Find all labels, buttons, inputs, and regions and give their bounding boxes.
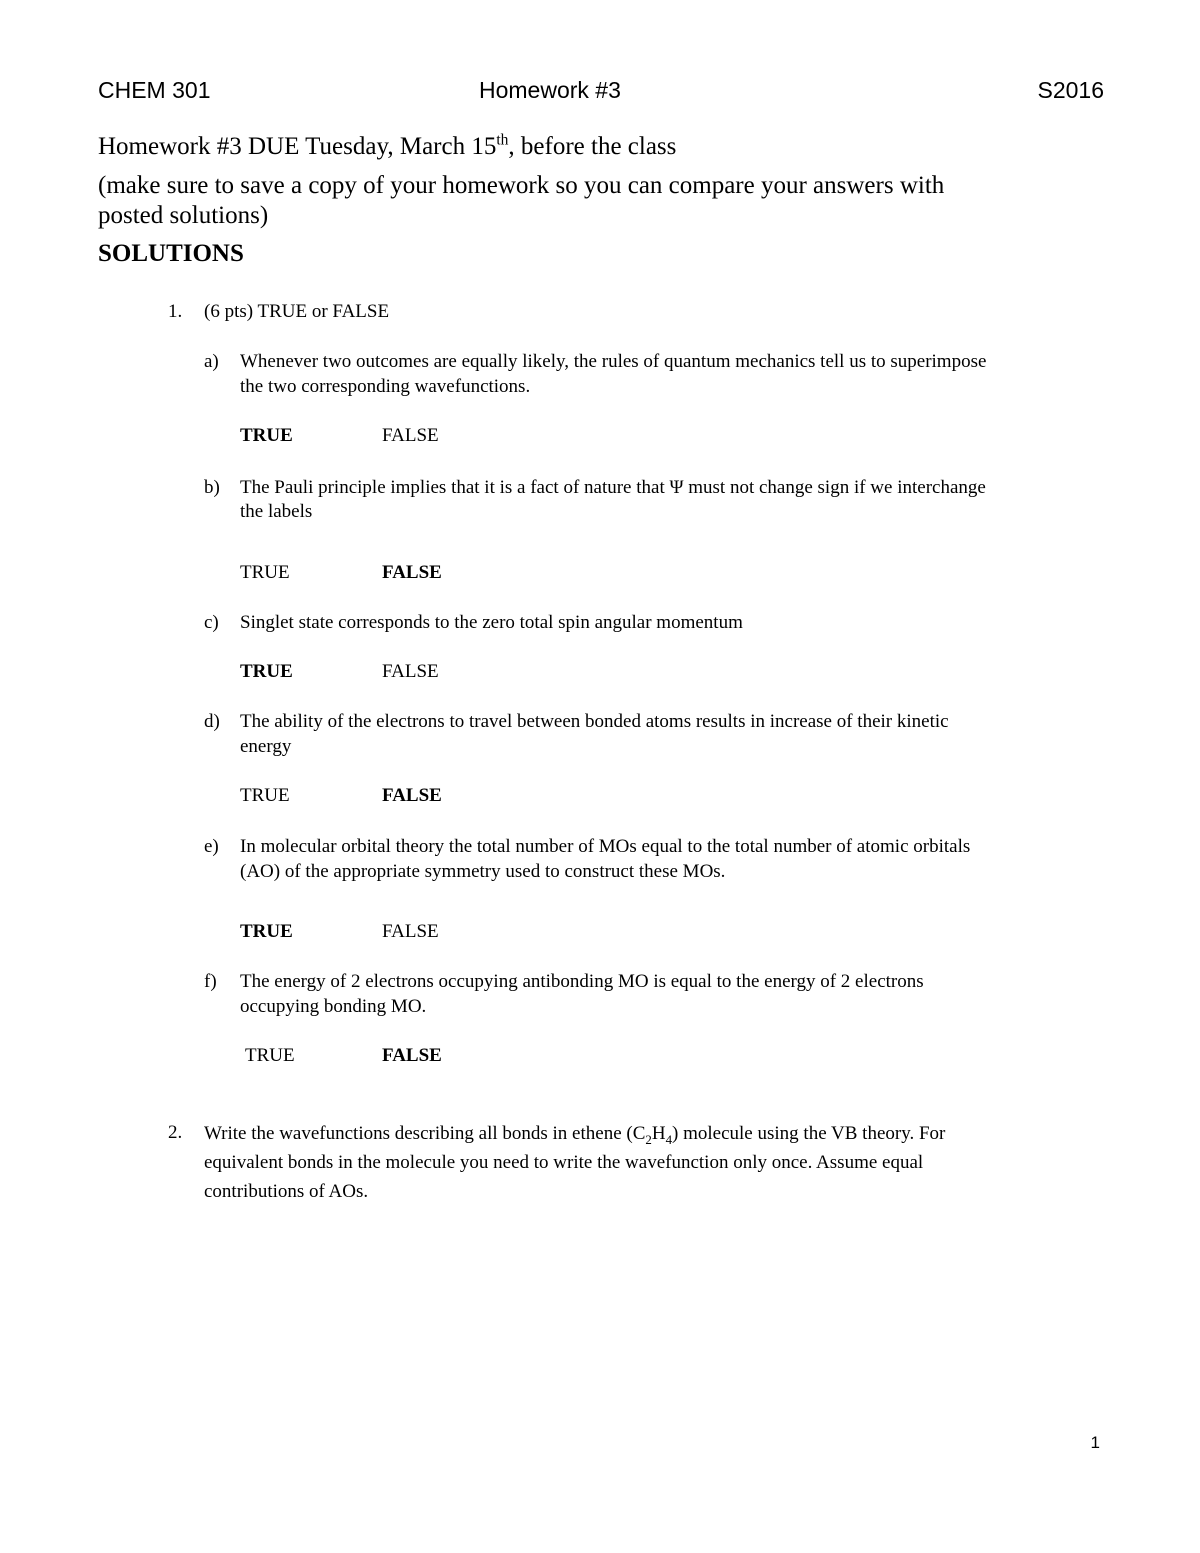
header-course: CHEM 301 xyxy=(98,77,211,103)
item-c-false-option: FALSE xyxy=(382,661,439,682)
item-a-line-1: Whenever two outcomes are equally likely, the rules of quantum mechanics tell us to superimpose xyxy=(240,351,987,372)
item-d-line-1: The ability of the electrons to travel between bonded atoms results in increase of their kinetic xyxy=(240,711,949,732)
item-c-letter: c) xyxy=(204,612,219,633)
item-a-false-option: FALSE xyxy=(382,425,439,446)
item-e-line-1: In molecular orbital theory the total number of MOs equal to the total number of atomic orbitals xyxy=(240,836,971,857)
question-2-line-3: contributions of AOs. xyxy=(204,1181,369,1202)
item-e-false-option: FALSE xyxy=(382,921,439,942)
header-title: Homework #3 xyxy=(479,77,621,103)
question-1-prompt: (6 pts) TRUE or FALSE xyxy=(204,301,390,322)
item-b-line-1: The Pauli principle implies that it is a fact of nature that Ψ must not change sign if we interchange xyxy=(240,477,986,498)
question-1-number: 1. xyxy=(168,301,183,322)
item-f-line-2: occupying bonding MO. xyxy=(240,996,427,1017)
item-d-letter: d) xyxy=(204,711,220,732)
item-d-false-option: FALSE xyxy=(382,785,442,806)
item-a-line-2: the two corresponding wavefunctions. xyxy=(240,376,531,397)
item-f-letter: f) xyxy=(204,971,217,992)
solutions-heading: SOLUTIONS xyxy=(98,240,244,267)
page-number: 1 xyxy=(1090,1433,1100,1452)
item-f-true-option: TRUE xyxy=(245,1045,295,1066)
header-term: S2016 xyxy=(1037,77,1104,103)
item-a-true-option: TRUE xyxy=(240,425,293,446)
item-a-letter: a) xyxy=(204,351,219,372)
note-line-2: posted solutions) xyxy=(98,202,269,229)
question-2-number: 2. xyxy=(168,1122,183,1143)
item-d-line-2: energy xyxy=(240,736,292,757)
item-f-false-option: FALSE xyxy=(382,1045,442,1066)
item-b-true-option: TRUE xyxy=(240,562,290,583)
item-d-true-option: TRUE xyxy=(240,785,290,806)
item-e-line-2: (AO) of the appropriate symmetry used to construct these MOs. xyxy=(240,861,726,882)
item-e-letter: e) xyxy=(204,836,219,857)
question-2-line-1: Write the wavefunctions describing all bonds in ethene $(C_2H_4)$ molecule using the VB theory. For xyxy=(204,1123,946,1147)
question-2-line-2: equivalent bonds in the molecule you need to write the wavefunction only once. Assume equal xyxy=(204,1152,924,1173)
item-e-true-option: TRUE xyxy=(240,921,293,942)
note-line-1: (make sure to save a copy of your homework so you can compare your answers with xyxy=(98,172,945,199)
item-b-false-option: FALSE xyxy=(382,562,442,583)
item-c-line-1: Singlet state corresponds to the zero total spin angular momentum xyxy=(240,612,743,633)
item-f-line-1: The energy of 2 electrons occupying antibonding MO is equal to the energy of 2 electrons xyxy=(240,971,924,992)
item-c-true-option: TRUE xyxy=(240,661,293,682)
item-b-letter: b) xyxy=(204,477,220,498)
item-b-line-2: the labels xyxy=(240,501,313,522)
due-line: Homework #3 DUE Tuesday, March 15th, before the class xyxy=(98,131,677,160)
